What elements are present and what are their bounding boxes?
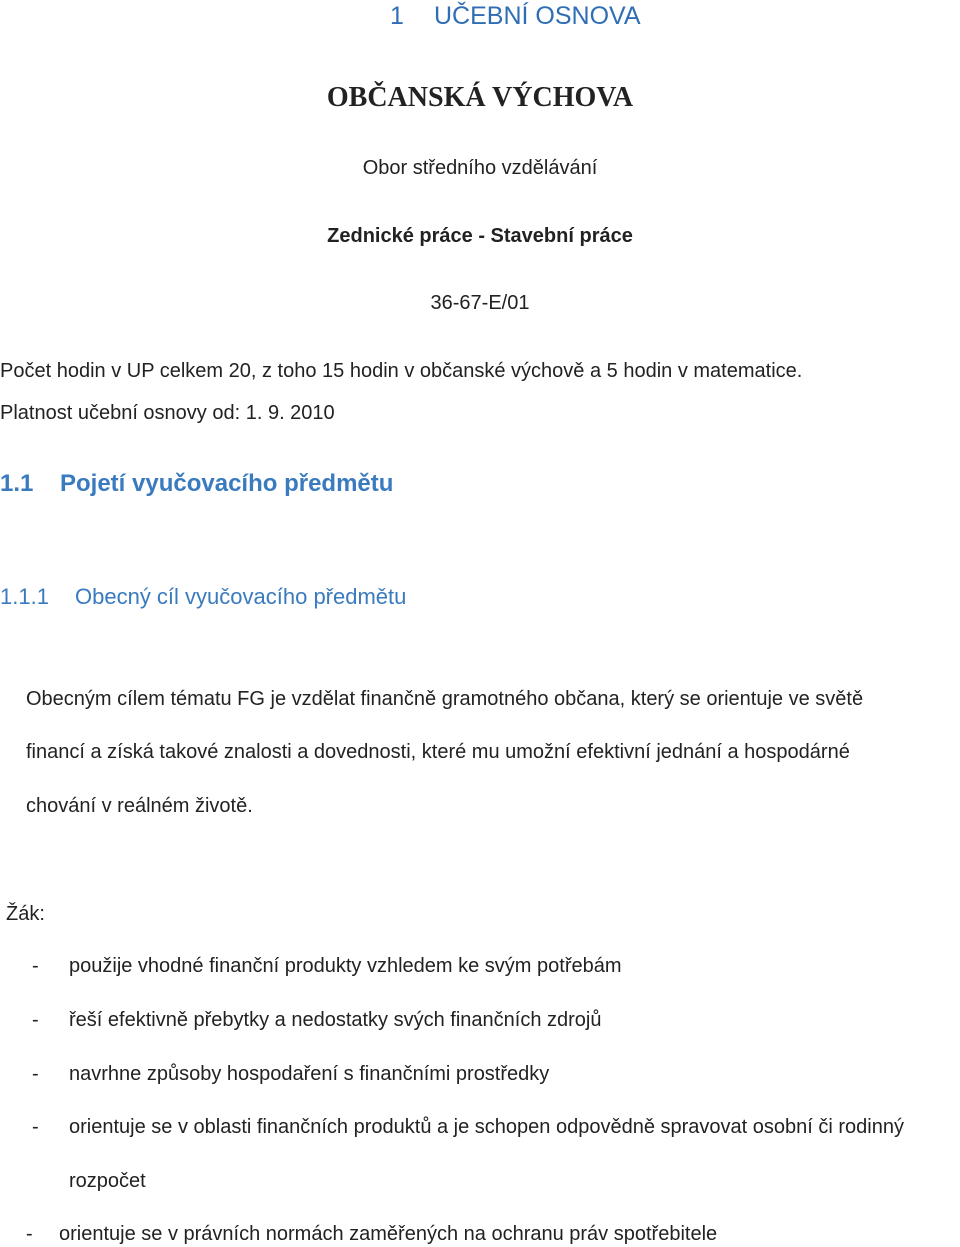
list-item-text: řeší efektivně přebytky a nedostatky svých finančních zdrojů bbox=[69, 1009, 602, 1031]
heading-2 bbox=[0, 470, 393, 498]
list-item-text: orientuje se v právních normách zaměřených na ochranu práv spotřebitele bbox=[59, 1223, 718, 1245]
bullet-dash: - bbox=[32, 1116, 39, 1138]
student-label: Žák: bbox=[6, 903, 45, 925]
hours-info: Počet hodin v UP celkem 20, z toho 15 hodin v občanské výchově a 5 hodin v matematice. bbox=[0, 360, 803, 382]
heading-3-number: 1.1.1 bbox=[0, 584, 49, 609]
field-name: Zednické práce - Stavební práce bbox=[327, 225, 633, 247]
list-item-text: použije vhodné finanční produkty vzhledem ke svým potřebám bbox=[69, 955, 622, 977]
bullet-dash: - bbox=[32, 955, 39, 977]
heading-1-title: UČEBNÍ OSNOVA bbox=[434, 2, 641, 30]
paragraph-line: Obecným cílem tématu FG je vzdělat finančně gramotného občana, který se orientuje ve světě bbox=[26, 688, 864, 710]
paragraph-line: financí a získá takové znalosti a dovednosti, které mu umožní efektivní jednání a hospodárné bbox=[26, 741, 850, 763]
heading-2-title: Pojetí vyučovacího předmětu bbox=[60, 470, 394, 497]
subject-title: OBČANSKÁ VÝCHOVA bbox=[326, 82, 634, 113]
field-code: 36-67-E/01 bbox=[430, 292, 530, 314]
heading-2-number: 1.1 bbox=[0, 470, 34, 497]
bullet-dash: - bbox=[32, 1063, 39, 1085]
list-item-text: navrhne způsoby hospodaření s finančními prostředky bbox=[69, 1063, 550, 1085]
list-item-continuation: rozpočet bbox=[69, 1170, 146, 1192]
heading-3 bbox=[0, 584, 406, 610]
heading-3-title: Obecný cíl vyučovacího předmětu bbox=[75, 584, 407, 609]
heading-1 bbox=[390, 2, 641, 31]
heading-1-number: 1 bbox=[390, 2, 404, 30]
list-item-text: orientuje se v oblasti finančních produktů a je schopen odpovědně spravovat osobní či rodinný bbox=[69, 1116, 904, 1138]
bullet-dash: - bbox=[26, 1223, 33, 1245]
study-type: Obor středního vzdělávání bbox=[362, 157, 598, 179]
validity-date: Platnost učební osnovy od: 1. 9. 2010 bbox=[0, 402, 335, 424]
bullet-dash: - bbox=[32, 1009, 39, 1031]
paragraph-line: chování v reálném životě. bbox=[26, 795, 253, 817]
